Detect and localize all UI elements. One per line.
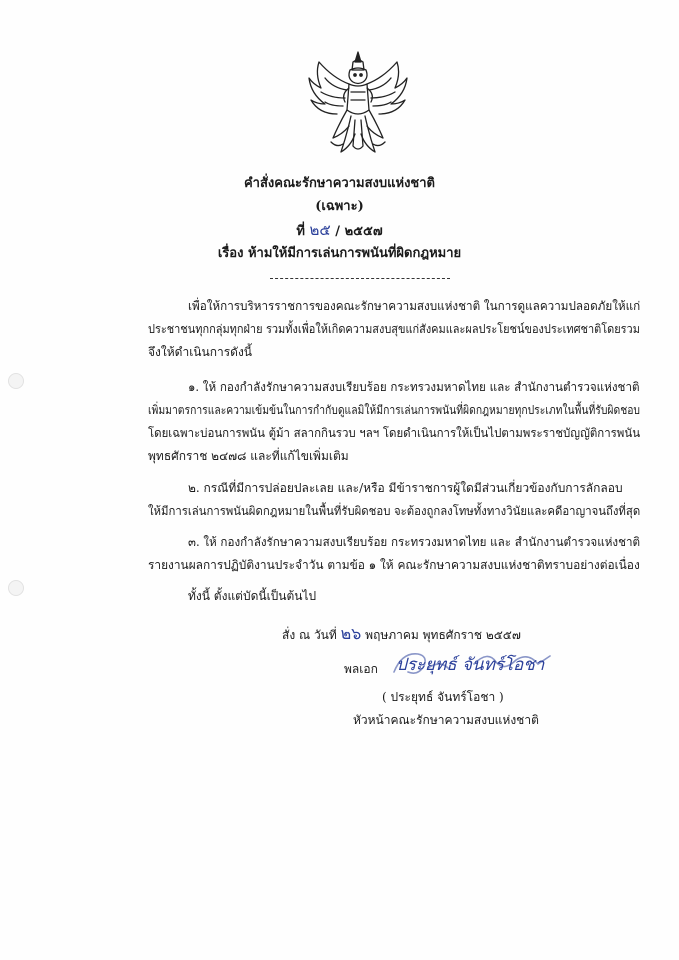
order-number	[0, 218, 679, 242]
item-1-line-3: โดยเฉพาะบ่อนการพนัน ตู้ม้า สลากกินรวบ ฯลฯ โดยดำเนินการให้เป็นไปตามพระราชบัญญัติการพนัน	[148, 426, 641, 440]
order-subject: เรื่อง ห้ามให้มีการเล่นการพนันที่ผิดกฎหมาย	[217, 246, 462, 261]
item-1-line-2: เพิ่มมาตรการและความเข้มข้นในการกำกับดูแลมิให้มีการเล่นการพนันที่ผิดกฎหมายทุกประเภทในพื้นที่รับผิดชอบ	[148, 403, 640, 417]
intro-line-3: จึงให้ดำเนินการดังนี้	[148, 345, 253, 359]
handwritten-signature	[388, 642, 558, 684]
handwritten-number: ๒๕	[309, 221, 331, 239]
punch-hole-top	[8, 373, 24, 389]
punch-hole-bottom	[8, 580, 24, 596]
order-title: คำสั่งคณะรักษาความสงบแห่งชาติ	[243, 176, 435, 191]
item-2-line-2: ให้มีการเล่นการพนันผิดกฎหมายในพื้นที่รับผิดชอบ จะต้องถูกลงโทษทั้งทางวินัยและคดีอาญาจนถึงที่สุด	[148, 504, 641, 518]
effective-clause: ทั้งนี้ ตั้งแต่บัดนี้เป็นต้นไป	[188, 589, 317, 603]
signatory-name: ( ประยุทธ์ จันทร์โอชา )	[382, 690, 504, 704]
rank-label: พลเอก	[344, 662, 378, 676]
ordered-at-label: สั่ง ณ วันที่	[282, 628, 337, 642]
number-prefix: ที่	[296, 224, 305, 239]
number-suffix: / ๒๕๕๗	[335, 224, 383, 239]
item-1-line-1: ๑. ให้ กองกำลังรักษาความสงบเรียบร้อย กระทรวงมหาดไทย และ สำนักงานตำรวจแห่งชาติ	[188, 380, 640, 394]
signature-text: ประยุทธ์ จันทร์โอชา	[396, 655, 545, 675]
signatory-position: หัวหน้าคณะรักษาความสงบแห่งชาติ	[353, 713, 539, 727]
item-1-line-4: พุทธศักราช ๒๔๗๘ และที่แก้ไขเพิ่มเติม	[148, 449, 349, 463]
intro-line-2: ประชาชนทุกกลุ่มทุกฝ่าย รวมทั้งเพื่อให้เกิดความสงบสุขแก่สังคมและผลประโยชน์ของประเทศชาติโดยรวม	[148, 322, 640, 336]
classification-label: (เฉพาะ)	[315, 199, 364, 214]
intro-line-1: เพื่อให้การบริหารราชการของคณะรักษาความสงบแห่งชาติ ในการดูแลความปลอดภัยให้แก่	[188, 299, 641, 313]
item-2-line-1: ๒. กรณีที่มีการปล่อยปละเลย และ/หรือ มีข้าราชการผู้ใดมีส่วนเกี่ยวข้องกับการลักลอบ	[188, 481, 623, 495]
month-year: พฤษภาคม พุทธศักราช ๒๕๕๗	[365, 628, 521, 642]
dashed-divider	[270, 278, 450, 279]
garuda-emblem	[303, 48, 413, 160]
handwritten-day: ๒๖	[340, 624, 362, 643]
item-3-line-2: รายงานผลการปฏิบัติงานประจำวัน ตามข้อ ๑ ให้ คณะรักษาความสงบแห่งชาติทราบอย่างต่อเนื่อง	[148, 558, 640, 572]
item-3-line-1: ๓. ให้ กองกำลังรักษาความสงบเรียบร้อย กระทรวงมหาดไทย และ สำนักงานตำรวจแห่งชาติ	[188, 535, 641, 549]
